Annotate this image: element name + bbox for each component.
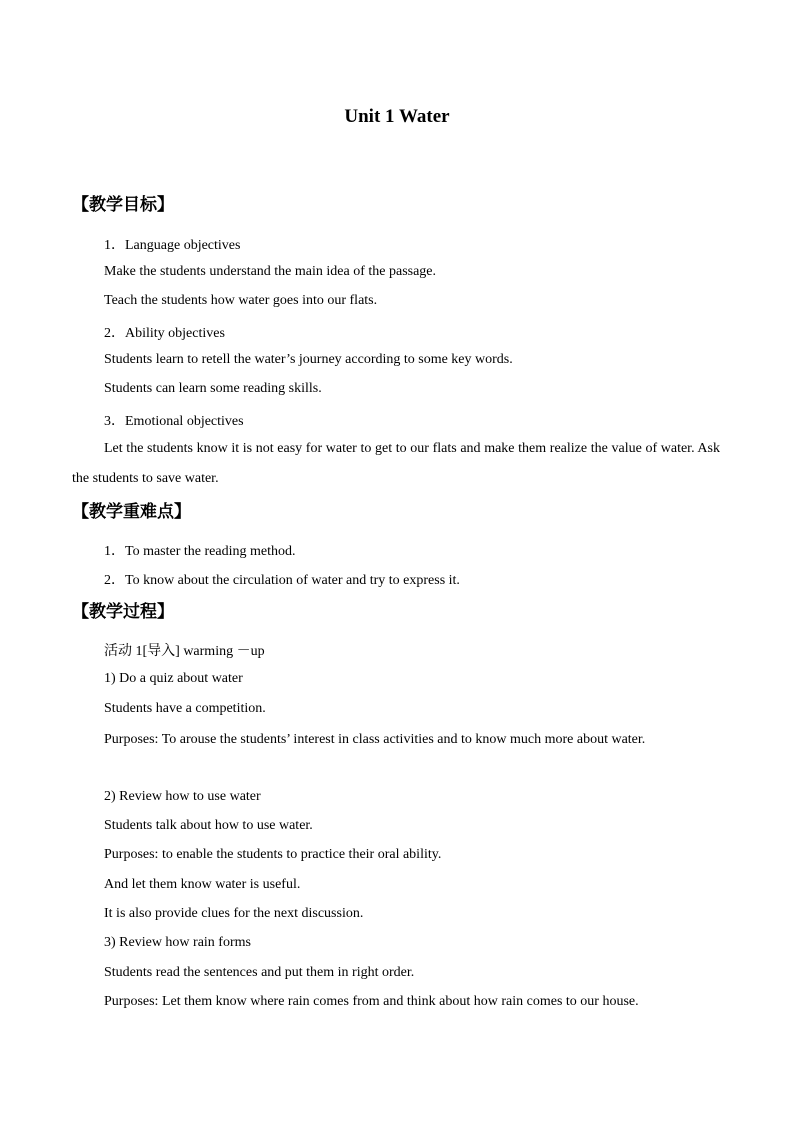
text-line: Students can learn some reading skills. [104,381,322,396]
text-line: Students have a competition. [104,701,266,716]
text-line: Students talk about how to use water. [104,818,313,833]
section-heading-objectives: 【教学目标】 [72,195,174,215]
key-point: 2．To know about the circulation of water and try to express it. [104,573,460,588]
text-line: Purposes: to enable the students to practice their oral ability. [104,847,442,862]
step-title: 3) Review how rain forms [104,935,251,950]
text-line: Teach the students how water goes into our flats. [104,293,378,308]
text-line: And let them know water is useful. [104,877,301,892]
key-point: 1．To master the reading method. [104,544,296,559]
objective-emotional: 3．Emotional objectives [104,414,244,429]
document-title: Unit 1 Water [344,106,450,127]
text-line: Make the students understand the main idea of the passage. [104,264,437,279]
section-heading-process: 【教学过程】 [72,602,174,622]
text-line: Purposes: Let them know where rain comes from and think about how rain comes to our house. [104,994,639,1009]
text-line: Students read the sentences and put them in right order. [104,965,415,980]
objective-ability: 2．Ability objectives [104,326,225,341]
step-title: 2) Review how to use water [104,789,261,804]
objective-language: 1．Language objectives [104,238,241,253]
section-heading-key-points: 【教学重难点】 [72,502,191,522]
activity-title: 活动 1[导入] warming －up [104,644,265,659]
step-title: 1) Do a quiz about water [104,671,243,686]
text-line: It is also provide clues for the next discussion. [104,906,364,921]
text-paragraph: Let the students know it is not easy for water to get to our flats and make them realize the value of water. Ask the students to save water. [72,441,720,486]
text-line: Students learn to retell the water’s journey according to some key words. [104,352,513,367]
text-paragraph: Purposes: To arouse the students’ interest in class activities and to know much more about water. [104,732,646,747]
